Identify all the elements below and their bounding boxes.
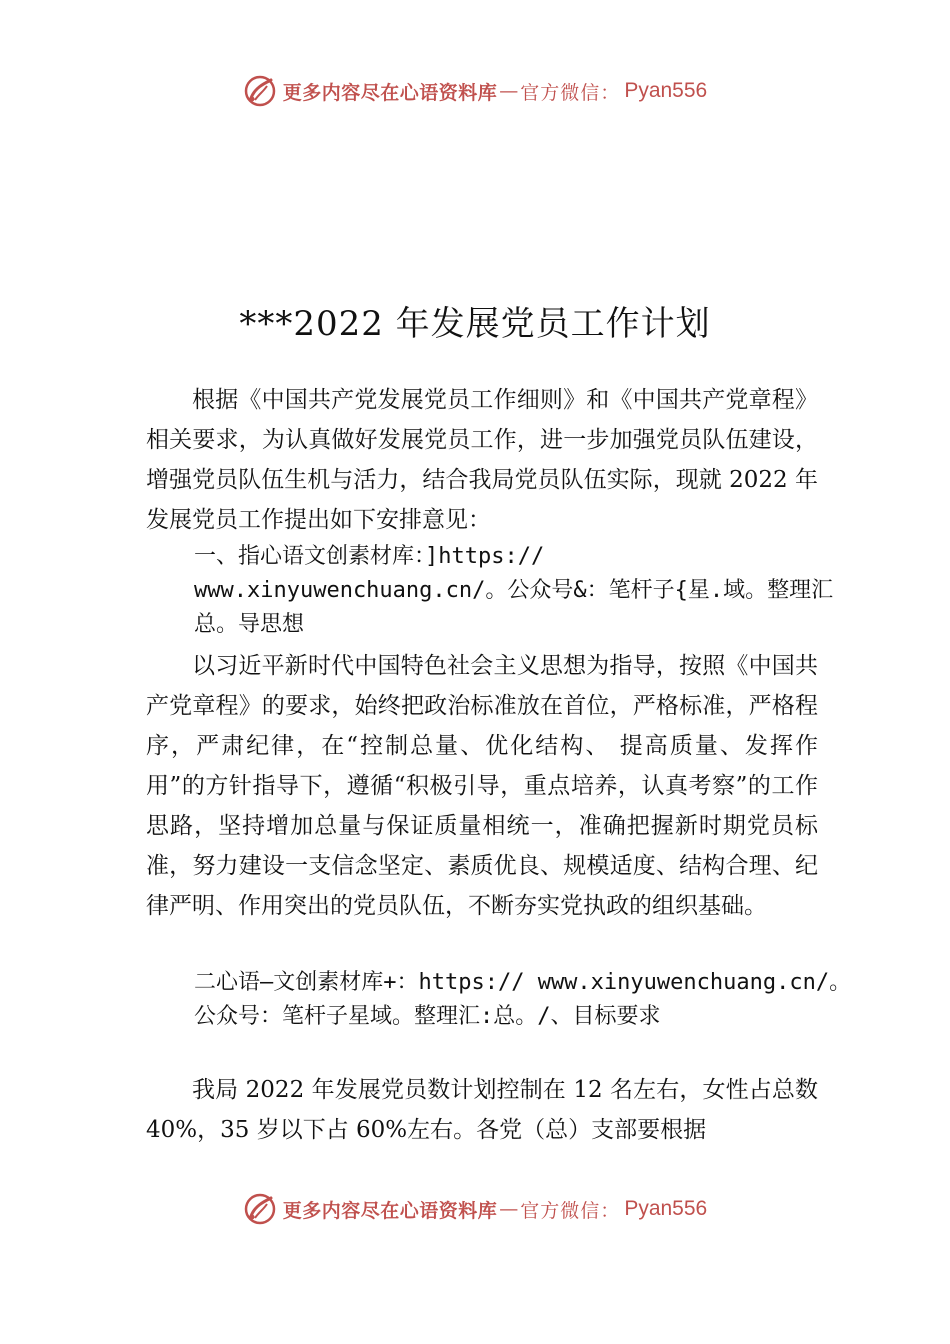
intro-paragraph: 根据《中国共产党发展党员工作细则》和《中国共产党章程》相关要求，为认真做好发展党员工作，进一步加强党员队伍建设，增强党员队伍生机与活力，结合我局党员队伍实际，现就 2022 年发展党员工作提出如下安排意见： xyxy=(146,387,818,533)
brush-logo-icon xyxy=(243,74,277,108)
targets-paragraph: 我局 2022 年发展党员数计划控制在 12 名左右，女性占总数 40%，35 岁以下占 60%左右。各党（总）支部要根据 xyxy=(146,1077,818,1143)
banner-wechat-label: 官方微信： xyxy=(520,1199,621,1222)
banner-main-text: 更多内容尽在心语资料库 xyxy=(282,1199,498,1222)
document-title: ***2022 年发展党员工作计划 xyxy=(239,304,711,344)
banner-dash: — xyxy=(499,80,519,102)
document-body xyxy=(146,380,818,540)
section-one-heading-block xyxy=(146,540,834,642)
guiding-block xyxy=(146,646,818,926)
banner-wechat-id: Pyan556 xyxy=(624,79,708,102)
section-two-heading: 二心语—文创素材库+：https:// www.xinyuwenchuang.cn/。公众号：笔杆子星域。整理汇:总。/、目标要求 xyxy=(194,970,852,1029)
section-two-heading-block xyxy=(146,966,852,1034)
banner-dash: — xyxy=(499,1198,519,1220)
guiding-paragraph: 以习近平新时代中国特色社会主义思想为指导，按照《中国共产党章程》的要求，始终把政治标准放在首位，严格标准，严格程序，严肃纪律，在“控制总量、优化结构、 提高质量、发挥作用”的方针指导下，遵循“积极引导，重点培养，认真考察”的工作思路，坚持增加总量与保证质量相统一，准确把握新时期党员标准，努力建设一支信念坚定、素质优良、规模适度、结构合理、纪律严明、作用突出的党员队伍，不断夯实党执政的组织基础。 xyxy=(146,653,818,919)
brush-logo-icon xyxy=(243,1192,277,1226)
banner-main-text: 更多内容尽在心语资料库 xyxy=(282,81,498,104)
targets-block xyxy=(146,1070,818,1150)
banner-wechat-id: Pyan556 xyxy=(624,1197,708,1220)
footer-watermark-banner xyxy=(0,1192,950,1226)
banner-wechat-label: 官方微信： xyxy=(520,81,621,104)
header-watermark-banner xyxy=(0,74,950,108)
section-one-heading: 一、指心语文创素材库：]https:// www.xinyuwenchuang.cn/。公众号&：笔杆子{星.域。整理汇总。导思想 xyxy=(194,544,834,637)
